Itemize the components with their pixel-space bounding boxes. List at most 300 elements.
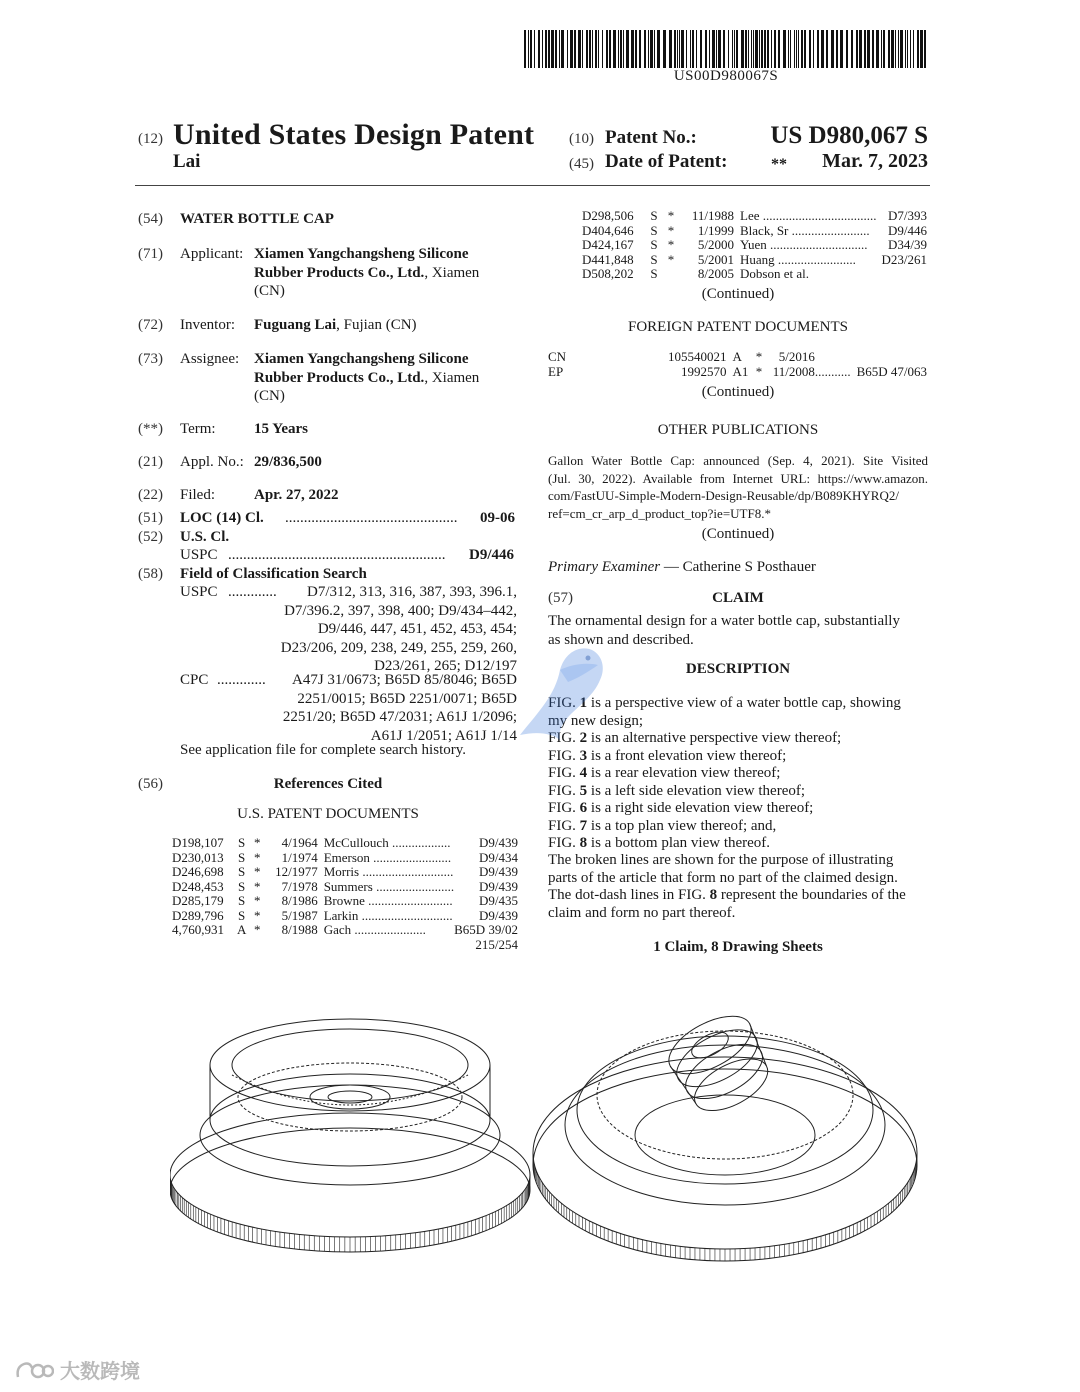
barcode-bar: [692, 30, 694, 68]
description-line-text: is an alternative perspective view thereof;: [587, 730, 842, 746]
foreign-kind: A1: [732, 363, 749, 379]
ref-no: 4,760,931: [172, 922, 224, 937]
loc-dots: ..............................................: [285, 510, 458, 526]
barcode-bar: [917, 30, 919, 68]
patent-date: Mar. 7, 2023: [822, 150, 928, 172]
continued-3: (Continued): [701, 526, 775, 542]
ref-name: Morris ............................: [323, 865, 454, 879]
ref-name: Summers ........................: [323, 879, 455, 894]
barcode-bar: [681, 30, 684, 68]
description-line-text: is a front elevation view thereof;: [587, 747, 787, 764]
ref-name: Lee ...................................: [740, 209, 877, 223]
assignee-line3: (CN): [254, 388, 285, 404]
barcode-bar: [910, 30, 911, 68]
barcode-bar: [798, 30, 799, 68]
ref-star: *: [667, 222, 675, 238]
barcode-bar: [790, 30, 791, 68]
ref-name: Emerson ........................: [323, 850, 452, 865]
barcode-bar: [613, 30, 616, 68]
barcode-bar: [690, 30, 691, 68]
ref-date: 8/2005: [697, 266, 734, 281]
barcode-bar: [686, 30, 687, 68]
ref-cls: D34/39: [888, 237, 927, 252]
examiner-name: — Catherine S Posthauer: [663, 559, 816, 575]
description-line-text: FIG.: [548, 835, 580, 851]
patent-drawing: [170, 985, 930, 1270]
date-label: Date of Patent:: [605, 151, 728, 172]
watermark: [14, 1355, 140, 1384]
loc-label: LOC (14) Cl.: [180, 510, 264, 526]
applicant-line3: (CN): [254, 283, 285, 299]
barcode-bar: [846, 30, 848, 68]
barcode-number: US00D980067S: [673, 68, 779, 84]
barcode-bar: [555, 30, 557, 68]
ref-name: Dobson et al.: [740, 267, 809, 281]
barcode-bar: [821, 30, 824, 68]
barcode-bar: [907, 30, 908, 68]
broken-lines-line: [548, 887, 928, 905]
barcode-bar: [767, 30, 769, 68]
other-publication-line: (Jul. 30, 2022). Available from Internet URL: https://www.amazon.: [548, 470, 928, 486]
barcode: [524, 30, 928, 68]
field-uspc-line: D7/312, 313, 316, 387, 393, 396.1,: [307, 584, 517, 600]
barcode-bar: [574, 30, 576, 68]
description-line-text: FIG.: [548, 817, 580, 834]
inventor-location: , Fujian (CN): [336, 317, 417, 333]
patent-type-code: (12): [138, 131, 163, 147]
loc-value: 09-06: [480, 510, 515, 526]
patent-ref-row: [172, 865, 518, 880]
barcode-bar: [851, 30, 853, 68]
barcode-bar: [650, 30, 653, 68]
field-cpc-dots: .............: [217, 672, 266, 688]
ref-name: Black, Sr ........................: [740, 223, 870, 238]
barcode-bar: [528, 30, 529, 68]
ref-cls: D9/439: [479, 864, 518, 879]
field-cpc-list: [250, 671, 517, 745]
barcode-bar: [900, 30, 903, 68]
claim-code: (57): [548, 590, 573, 606]
barcode-bar: [872, 30, 874, 68]
barcode-bar: [598, 30, 599, 68]
barcode-bar: [654, 30, 655, 68]
barcode-bar: [712, 30, 715, 68]
other-publications-text: [548, 452, 928, 522]
foreign-docs-title: FOREIGN PATENT DOCUMENTS: [627, 319, 849, 335]
field-cpc-line: A47J 31/0673; B65D 85/8046; B65D: [291, 672, 517, 688]
primary-examiner: [548, 558, 816, 577]
barcode-bar: [595, 30, 597, 68]
field-cpc-label: CPC: [180, 672, 209, 688]
broken-lines-line: [548, 852, 928, 870]
patent-title: United States Design Patent: [173, 118, 535, 151]
barcode-bar: [778, 30, 780, 68]
ref-kind: S: [238, 849, 246, 865]
figure-number: 1: [579, 695, 588, 711]
us-docs-tail: 215/254: [475, 937, 518, 952]
description-line-text: FIG.: [548, 747, 580, 764]
description-line: [548, 783, 928, 801]
barcode-bar: [817, 30, 819, 68]
term-code: (**): [138, 421, 163, 437]
barcode-bar: [859, 30, 862, 68]
ref-kind: S: [650, 266, 658, 281]
foreign-star: *: [755, 349, 763, 364]
broken-lines-line-text: claim and form no part thereof.: [548, 904, 736, 921]
ref-no: D508,202: [582, 266, 634, 281]
barcode-bar: [826, 30, 828, 68]
barcode-bar: [700, 30, 702, 68]
field-uspc-line: D9/446, 447, 451, 452, 453, 454;: [317, 621, 517, 637]
inventor-label: Inventor:: [180, 317, 235, 333]
barcode-bar: [623, 30, 624, 68]
description-line-text: FIG.: [548, 782, 580, 799]
filed-label: Filed:: [180, 487, 216, 503]
date-stars: **: [771, 156, 787, 173]
patent-ref-row: [582, 238, 927, 253]
foreign-patent-docs-table: [548, 350, 927, 379]
ref-date: 12/1977: [275, 864, 318, 879]
patent-ref-row: [172, 909, 518, 924]
inventor: [254, 316, 417, 335]
foreign-star: *: [755, 363, 763, 379]
description-line: [548, 818, 928, 836]
assignee-line2-rest: , Xiamen: [424, 369, 480, 386]
barcode-bar: [538, 30, 540, 68]
ref-date: 5/1987: [281, 907, 318, 923]
ref-kind: S: [650, 251, 658, 267]
date-code: (45): [569, 156, 594, 172]
ref-cls: D9/439: [479, 878, 518, 894]
barcode-bar: [620, 30, 622, 68]
description-line-text: is a right side elevation view thereof;: [587, 800, 814, 816]
ref-no: D298,506: [582, 208, 634, 223]
barcode-bar: [913, 30, 914, 68]
ref-date: 1/1999: [697, 222, 734, 238]
us-patent-docs-table: [172, 836, 518, 938]
barcode-bar: [883, 30, 885, 68]
header-rule: [135, 185, 930, 186]
barcode-bar: [856, 30, 858, 68]
patent-ref-row: [172, 880, 518, 895]
inventor-name: Fuguang Lai: [254, 317, 337, 333]
ref-kind: S: [238, 907, 246, 923]
ref-star: *: [254, 835, 261, 850]
description-line: [548, 748, 928, 766]
broken-lines-line: [548, 905, 928, 923]
ref-cls: D9/434: [479, 849, 518, 865]
barcode-bar: [716, 30, 717, 68]
barcode-bar: [586, 30, 588, 68]
patent-ref-row: [582, 267, 927, 282]
barcode-bar: [905, 30, 906, 68]
barcode-bar: [876, 30, 879, 68]
cap-drawing-right: [533, 1004, 917, 1261]
continued-2: (Continued): [701, 384, 775, 400]
barcode-bar: [728, 30, 729, 68]
us-docs-title: U.S. PATENT DOCUMENTS: [237, 806, 419, 822]
barcode-bar: [920, 30, 923, 68]
barcode-bar: [864, 30, 866, 68]
barcode-bar: [663, 30, 666, 68]
barcode-bar: [545, 30, 547, 68]
refs-code: (56): [138, 776, 163, 792]
description-line-text: FIG.: [548, 730, 580, 746]
field-uspc-label: USPC: [180, 584, 218, 600]
ref-kind: S: [650, 208, 658, 223]
barcode-bar: [705, 30, 707, 68]
cap-drawing-left: [170, 1019, 530, 1252]
continued-1: (Continued): [701, 286, 775, 302]
foreign-country: EP: [548, 363, 564, 379]
barcode-bar: [755, 30, 758, 68]
claim-line: The ornamental design for a water bottle cap, substantially: [548, 613, 900, 629]
field-label: Field of Classification Search: [180, 566, 367, 582]
broken-lines-line-text: The dot-dash lines in FIG.: [548, 887, 710, 903]
ref-name: Huang ........................: [740, 252, 856, 267]
applicant: [254, 245, 479, 301]
barcode-bar: [709, 30, 710, 68]
ref-date: 7/1978: [281, 878, 318, 894]
broken-lines-line: [548, 870, 928, 888]
barcode-bar: [924, 30, 926, 68]
patent-no-code: (10): [569, 131, 594, 147]
figure-number: 8: [579, 835, 588, 851]
ref-star: *: [254, 878, 261, 894]
ref-cls: D9/439: [479, 835, 518, 850]
barcode-bar: [801, 30, 803, 68]
barcode-bar: [592, 30, 593, 68]
ref-star: *: [254, 849, 261, 865]
assignee-label: Assignee:: [180, 351, 240, 367]
broken-lines-line-text: represent the boundaries of the: [717, 887, 906, 903]
barcode-bar: [530, 30, 532, 68]
ref-star: *: [254, 893, 261, 908]
ref-star: *: [667, 237, 675, 252]
ref-kind: S: [238, 878, 246, 894]
barcode-bar: [570, 30, 573, 68]
barcode-bar: [723, 30, 725, 68]
inventor-surname: Lai: [173, 151, 201, 172]
ref-date: 11/1988: [691, 208, 734, 223]
foreign-no: 105540021: [668, 349, 727, 364]
foreign-dots: ...........: [814, 363, 851, 379]
field-cpc-line: A61J 1/2051; A61J 1/14: [370, 727, 517, 744]
applicant-code: (71): [138, 246, 163, 262]
ref-name: Browne ..........................: [323, 894, 453, 908]
uscl-code: (52): [138, 529, 163, 545]
ref-date: 8/1986: [281, 893, 318, 908]
filed-date: Apr. 27, 2022: [254, 487, 339, 503]
barcode-bar: [813, 30, 814, 68]
barcode-bar: [831, 30, 834, 68]
barcode-bar: [804, 30, 806, 68]
foreign-ref-row: [548, 365, 927, 380]
ref-kind: S: [650, 237, 658, 252]
patent-ref-row: [172, 894, 518, 909]
barcode-bar: [677, 30, 678, 68]
search-note: See application file for complete search history.: [180, 742, 467, 758]
description-line: [548, 835, 928, 853]
barcode-bar: [898, 30, 899, 68]
barcode-bar: [589, 30, 591, 68]
uspc-label: USPC: [180, 547, 218, 563]
ref-star: *: [667, 208, 675, 223]
description-line-text: my new design;: [548, 712, 643, 729]
barcode-bar: [748, 30, 749, 68]
barcode-bar: [836, 30, 838, 68]
other-publication-line: Gallon Water Bottle Cap: announced (Sep. 4, 2021). Site Visited: [548, 453, 928, 468]
field-uspc-dots: .............: [228, 584, 277, 600]
ref-no: D246,698: [172, 864, 224, 879]
field-cpc-line: 2251/0015; B65D 2251/0071; B65D: [297, 690, 517, 707]
description-line-text: FIG.: [548, 695, 580, 711]
ref-no: D285,179: [172, 893, 224, 908]
description-line: [548, 765, 928, 783]
barcode-bar: [648, 30, 649, 68]
barcode-bar: [551, 30, 554, 68]
ref-kind: S: [238, 864, 246, 879]
barcode-bar: [582, 30, 583, 68]
invention-title: WATER BOTTLE CAP: [180, 211, 334, 227]
ref-name: Larkin ............................: [323, 908, 453, 923]
examiner-label: Primary Examiner: [548, 559, 661, 575]
applicant-line1: Xiamen Yangchangsheng Silicone: [254, 246, 469, 262]
barcode-bar: [759, 30, 760, 68]
description-broken-lines: [548, 852, 928, 922]
other-publications-title: OTHER PUBLICATIONS: [657, 422, 819, 438]
term-value: 15 Years: [254, 421, 309, 437]
barcode-bar: [745, 30, 747, 68]
claims-count: 1 Claim, 8 Drawing Sheets: [653, 939, 823, 955]
foreign-date: 5/2016: [778, 349, 815, 364]
inventor-code: (72): [138, 317, 163, 333]
description-line-text: is a rear elevation view thereof;: [587, 765, 781, 781]
barcode-bar: [609, 30, 611, 68]
barcode-bar: [751, 30, 752, 68]
foreign-date: 11/2008: [772, 363, 815, 379]
assignee: [254, 350, 479, 406]
uspc-dots: ..........................................................: [228, 547, 446, 563]
barcode-bar: [635, 30, 637, 68]
uscl-label: U.S. Cl.: [180, 529, 230, 545]
patent-ref-row: [582, 253, 927, 268]
ref-kind: S: [238, 835, 246, 850]
foreign-country: CN: [548, 349, 567, 364]
barcode-bar: [891, 30, 894, 68]
ref-cls: D9/439: [479, 907, 518, 923]
barcode-bar: [567, 30, 568, 68]
assignee-line2: [254, 369, 479, 388]
figure-number: 6: [579, 800, 588, 816]
appl-label: Appl. No.:: [180, 454, 244, 470]
barcode-bar: [602, 30, 603, 68]
barcode-bar: [840, 30, 843, 68]
description-line-text: is a perspective view of a water bottle cap, showing: [587, 695, 901, 711]
applicant-label: Applicant:: [180, 246, 244, 262]
figure-number: 5: [579, 782, 588, 799]
barcode-bar: [764, 30, 766, 68]
field-uspc-list: [250, 583, 517, 676]
ref-star: *: [254, 864, 261, 879]
barcode-bar: [559, 30, 560, 68]
barcode-bar: [788, 30, 789, 68]
ref-kind: S: [650, 222, 658, 238]
figure-number: 7: [579, 817, 588, 834]
field-uspc-line: D23/206, 209, 238, 249, 255, 259, 260,: [280, 639, 517, 656]
ref-cls: B65D 39/02: [454, 922, 518, 937]
ref-no: D424,167: [582, 237, 634, 252]
applicant-line2-rest: , Xiamen: [424, 264, 480, 281]
appl-number: 29/836,500: [254, 454, 322, 470]
patent-no-label: Patent No.:: [605, 127, 697, 148]
ref-no: D248,453: [172, 878, 224, 894]
foreign-cls: [857, 350, 927, 365]
barcode-bar: [639, 30, 641, 68]
ref-cls: D9/435: [479, 893, 518, 908]
ref-date: 1/1974: [281, 849, 318, 865]
field-code: (58): [138, 566, 163, 582]
ref-no: D230,013: [172, 849, 224, 865]
ref-cls: D23/261: [881, 251, 927, 267]
ref-no: D441,848: [582, 251, 634, 267]
description-line: [548, 800, 928, 818]
barcode-bar: [732, 30, 733, 68]
ref-star: *: [254, 907, 261, 923]
barcode-bar: [796, 30, 797, 68]
barcode-bar: [631, 30, 634, 68]
barcode-bar: [644, 30, 646, 68]
barcode-bar: [783, 30, 786, 68]
barcode-bar: [534, 30, 535, 68]
refs-title: References Cited: [273, 776, 383, 792]
description-line-text: FIG.: [548, 765, 580, 781]
appl-code: (21): [138, 454, 163, 470]
ref-cls: [880, 267, 927, 282]
patent-ref-row: [582, 209, 927, 224]
foreign-cls: B65D 47/063: [856, 363, 927, 379]
other-publication-line: com/FastUU-Simple-Modern-Design-Reusable/dp/B089KHYRQ2/: [548, 488, 899, 503]
uspc-value: D9/446: [469, 547, 514, 563]
field-uspc-line: D23/261, 265; D12/197: [374, 658, 517, 674]
ref-no: D404,646: [582, 222, 634, 238]
watermark-logo-icon: [14, 1359, 54, 1381]
ref-name: McCullouch ..................: [323, 836, 451, 850]
description-line-text: is a top plan view thereof; and,: [587, 817, 777, 834]
ref-star: *: [667, 251, 675, 267]
barcode-bar: [618, 30, 619, 68]
patent-ref-row: [172, 836, 518, 851]
ref-kind: A: [236, 922, 247, 937]
barcode-bar: [524, 30, 526, 68]
barcode-bar: [867, 30, 870, 68]
barcode-bar: [606, 30, 608, 68]
barcode-bar: [741, 30, 744, 68]
figure-number: 4: [579, 765, 588, 781]
barcode-bar: [626, 30, 629, 68]
description-title: DESCRIPTION: [685, 661, 791, 677]
loc-code: (51): [138, 510, 163, 526]
foreign-kind: A: [732, 349, 742, 364]
barcode-bar: [794, 30, 795, 68]
barcode-bar: [657, 30, 660, 68]
patent-ref-row: [172, 923, 518, 938]
broken-lines-line-text: parts of the article that form no part of the claimed design.: [548, 869, 898, 886]
barcode-bar: [809, 30, 811, 68]
ref-star: *: [254, 922, 261, 937]
barcode-bar: [548, 30, 550, 68]
patent-ref-row: [582, 224, 927, 239]
